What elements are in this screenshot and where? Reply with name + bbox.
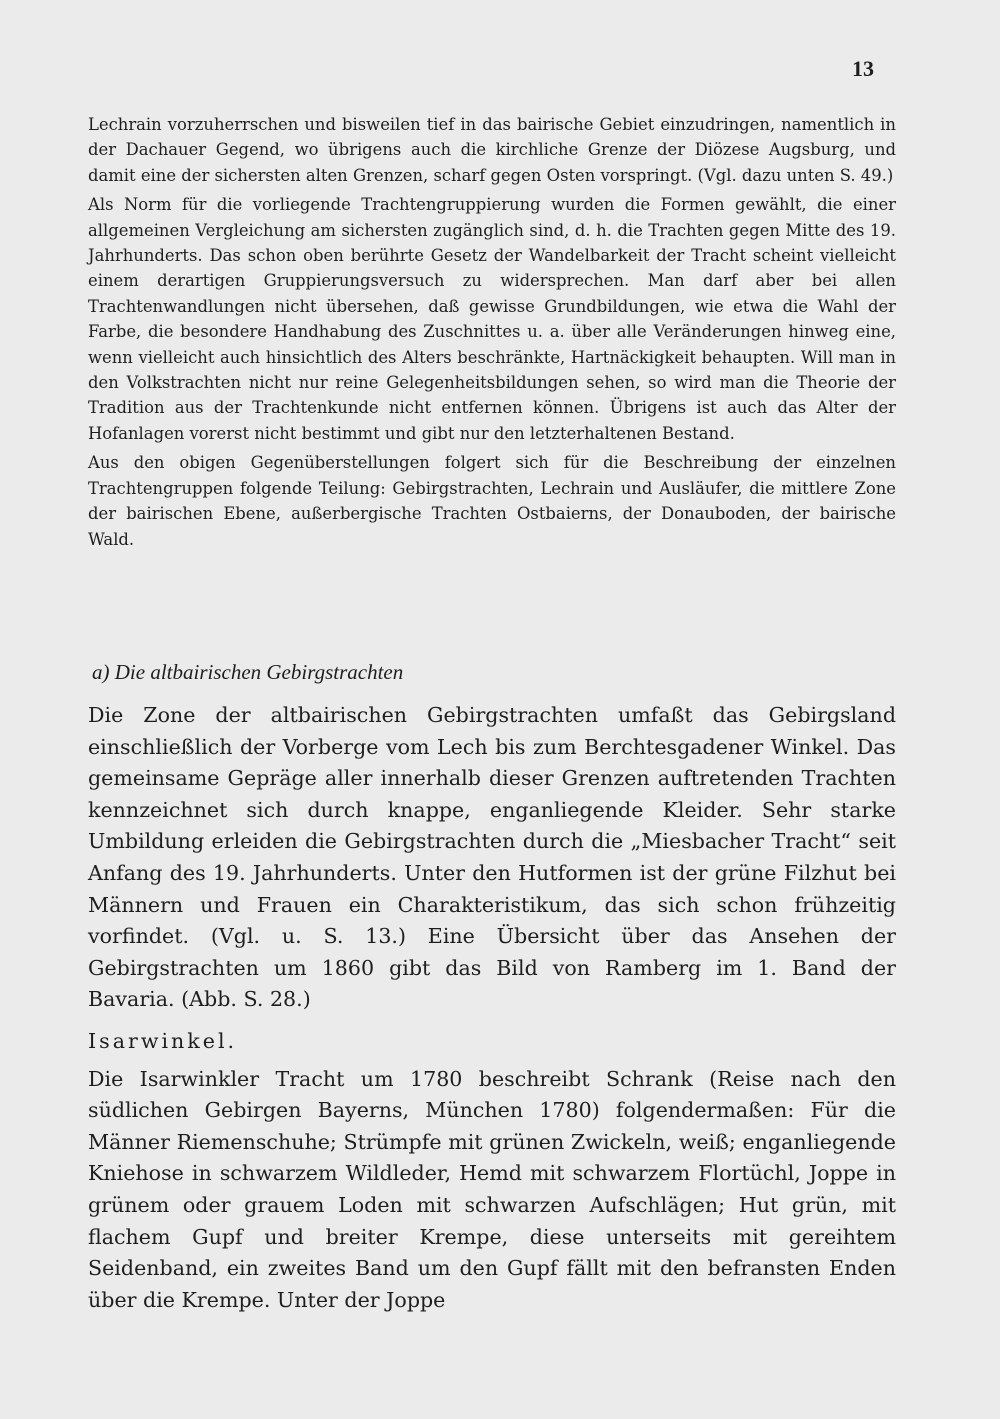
paragraph-isarwinkel: Die Isarwinkler Tracht um 1780 beschreibt Schrank (Reise nach den südlichen Gebirgen Bayerns, München 1780) folgendermaßen: Für die Männer Riemenschuhe; Strümpfe mit grünen Zwickeln, weiß; enganliegende Kniehose in schwarzem Wildleder, Hemd mit schwarzem Flortüchl, Joppe in grünem oder grauem Loden mit schwarzen Aufschlägen; Hut grün, mit flachem Gupf und breiter Krempe, diese unterseits mit gereihtem Seidenband, ein zweites Band um den Gupf fällt mit den befransten Enden über die Krempe. Unter der Joppe (88, 1066, 896, 1312)
section-heading: a) Die altbairischen Gebirgstrachten (92, 660, 404, 684)
paragraph-norm: Als Norm für die vorliegende Trachtengruppierung wurden die Formen gewählt, die einer allgemeinen Vergleichung am sichersten zugänglich sind, d. h. die Trachten gegen Mitte des 19. Jahrhunderts. Das schon oben berührte Gesetz der Wandelbarkeit der Tracht scheint vielleicht einem derartigen Gruppierungsversuch zu widersprechen. Man darf aber bei allen Trachtenwandlungen nicht übersehen, daß gewisse Grundbildungen, wie etwa die Wahl der Farbe, die besondere Handhabung des Zuschnittes u. a. über alle Veränderungen hinweg eine, wenn vielleicht auch hinsichtlich des Alters beschränkte, Hartnäckigkeit behaupten. Will man in den Volkstrachten nicht nur reine Gelegenheitsbildungen sehen, so wird man die Theorie der Tradition aus der Trachtenkunde nicht entfernen können. Übrigens ist auch das Alter der Hofanlagen vorerst nicht bestimmt und gibt nur den letzterhaltenen Bestand. (88, 195, 896, 443)
paragraph-gebirgstrachten: Die Zone der altbairischen Gebirgstrachten umfaßt das Gebirgsland einschließlich der Vorberge vom Lech bis zum Berchtesgadener Winkel. Das gemeinsame Gepräge aller innerhalb dieser Grenzen auftretenden Trachten kennzeichnet sich durch knappe, enganliegende Kleider. Sehr starke Umbildung erleiden die Gebirgstrachten durch die „Miesbacher Tracht“ seit Anfang des 19. Jahrhunderts. Unter den Hutformen ist der grüne Filzhut bei Männern und Frauen ein Charakteristikum, das sich schon frühzeitig vorfindet. (Vgl. u. S. 13.) Eine Übersicht über das Ansehen der Gebirgstrachten um 1860 gibt das Bild von Ramberg im 1. Band der Bavaria. (Abb. S. 28.) (88, 703, 896, 1012)
page-number: 13 (852, 56, 874, 81)
subsection-heading: Isarwinkel. (88, 1028, 238, 1053)
intro-text-block (88, 112, 896, 552)
paragraph-division: Aus den obigen Gegenüberstellungen folgert sich für die Beschreibung der einzelnen Trachtengruppen folgende Teilung: Gebirgstrachten, Lechrain und Ausläufer, die mittlere Zone der bairischen Ebene, außerbergische Trachten Ostbaierns, der Donauboden, der bairische Wald. (88, 453, 896, 549)
paragraph-lechrain: Lechrain vorzuherrschen und bisweilen tief in das bairische Gebiet einzudringen, namentlich in der Dachauer Gegend, wo übrigens auch die kirchliche Grenze der Diözese Augsburg, und damit eine der sichersten alten Grenzen, scharf gegen Osten vorspringt. (Vgl. dazu unten S. 49.) (88, 115, 896, 185)
section-text-block (88, 700, 896, 1316)
